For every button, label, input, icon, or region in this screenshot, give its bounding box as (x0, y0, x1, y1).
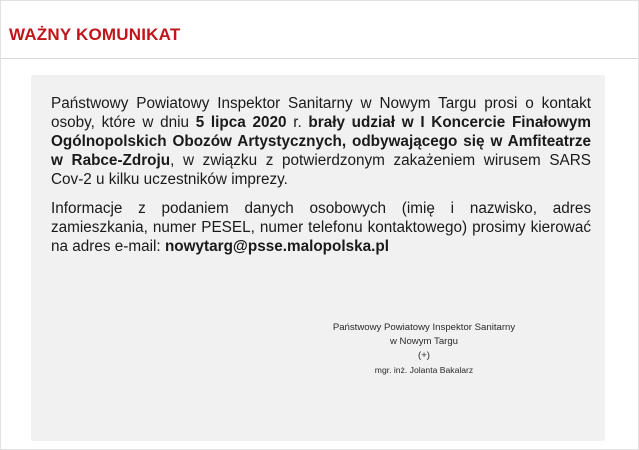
header-divider (1, 58, 638, 59)
notice-p1-event: brały udział w I Koncercie Finałowym Ogólnopolskich Obozów Artystycznych, odbywającego się w Amfiteatrze w Rabce-Zdroju (51, 114, 591, 169)
notice-body (51, 94, 591, 266)
signature-location: w Nowym Targu (389, 336, 459, 347)
notice-p1-reason: , w związku z potwierdzonym zakażeniem wirusem SARS Cov-2 u kilku uczestników imprezy. (51, 152, 592, 188)
header (1, 1, 638, 59)
notice-panel (31, 75, 605, 441)
contact-email-link[interactable]: nowytarg@psse.malopolska.pl (164, 238, 389, 255)
notice-p2-request: Informacje z podaniem danych osobowych (imię i nazwisko, adres zamieszkania, numer PESEL, numer telefonu kontaktowego) prosimy kierować na adres e-mail: (51, 200, 591, 255)
notice-p1-intro: Państwowy Powiatowy Inspektor Sanitarny w Nowym Targu prosi o kontakt osoby, które w dniu (51, 95, 591, 131)
signature-block (289, 321, 559, 377)
signature-mark: (+) (418, 350, 430, 361)
signature-name: mgr. inż. Jolanta Bakalarz (374, 365, 474, 375)
notice-p1-date: 5 lipca 2020 (195, 114, 287, 131)
signature-office: Państwowy Powiatowy Inspektor Sanitarny (332, 322, 516, 333)
page-title: WAŻNY KOMUNIKAT (9, 25, 181, 44)
notice-paragraph-1 (51, 94, 591, 189)
notice-paragraph-2 (51, 199, 591, 256)
notice-p1-year-suffix: r. (286, 114, 309, 131)
